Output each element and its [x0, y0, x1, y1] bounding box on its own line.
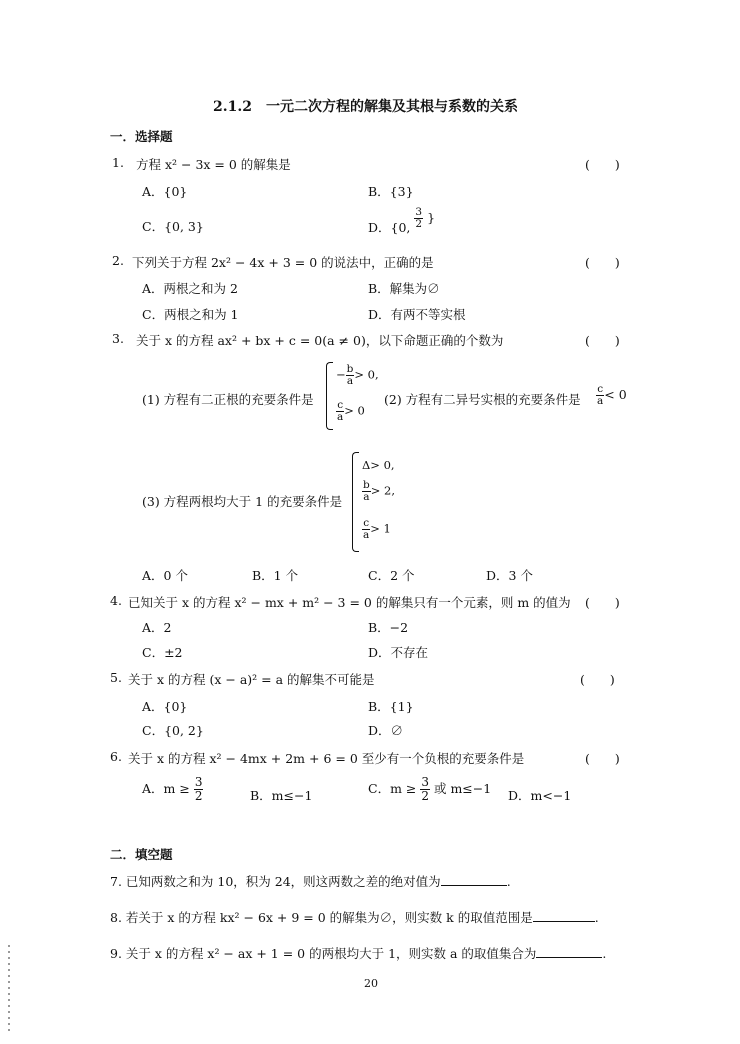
- question-number: 8.: [110, 910, 122, 925]
- option-a: A．0 个: [142, 568, 188, 583]
- system-brace-1: − $\frac{b}{a}$ > 0, $\frac{c}{a}$ > 0: [326, 362, 386, 430]
- option-a: A．2: [142, 620, 172, 635]
- statement-2-condition: $\frac{c}{a}$ < 0: [597, 383, 627, 407]
- option-b: B．1 个: [252, 568, 299, 583]
- question-stem: 下列关于方程 2x² − 4x + 3 = 0 的说法中，正确的是: [132, 255, 434, 270]
- option-b: B．−2: [368, 620, 409, 635]
- system-brace-3: Δ> 0, $\frac{b}{a}$ > 2, $\frac{c}{a}$ > 1: [352, 452, 412, 552]
- question-number: 4.: [110, 593, 122, 608]
- answer-paren: ( ): [585, 595, 620, 610]
- option-c: C．m ≥ $\frac{3}{2}$ 或 m≤−1: [368, 775, 492, 803]
- question-7: 7. 已知两数之和为 10，积为 24，则这两数之差的绝对值为 .: [110, 874, 511, 889]
- question-number: 3.: [112, 331, 124, 346]
- question-8: 8. 若关于 x 的方程 kx² − 6x + 9 = 0 的解集为∅，则实数 k 的取值范围是 .: [110, 910, 599, 925]
- statement-2: (2) 方程有二异号实根的充要条件是: [384, 392, 581, 407]
- statement-3: (3) 方程两根均大于 1 的充要条件是: [142, 494, 343, 509]
- question-stem: 已知两数之和为 10，积为 24，则这两数之差的绝对值为: [125, 874, 441, 889]
- section-choice-heading: 一．选择题: [110, 129, 173, 144]
- option-a: A．两根之和为 2: [142, 281, 238, 296]
- question-stem: 若关于 x 的方程 kx² − 6x + 9 = 0 的解集为∅，则实数 k 的取值范围是: [125, 910, 533, 925]
- option-b: B．{3}: [368, 184, 414, 199]
- question-stem: 已知关于 x 的方程 x² − mx + m² − 3 = 0 的解集只有一个元素，则 m 的值为: [128, 595, 571, 610]
- answer-paren: ( ): [580, 672, 615, 687]
- statement-1: (1) 方程有二正根的充要条件是: [142, 392, 314, 407]
- option-a: A．m ≥ $\frac{3}{2}$: [142, 775, 203, 803]
- question-number: 6.: [110, 749, 122, 764]
- option-a: A．{0}: [142, 184, 188, 199]
- option-c: C．{0, 3}: [142, 219, 204, 234]
- answer-blank[interactable]: [533, 909, 595, 922]
- question-stem: 关于 x 的方程 ax² + bx + c = 0(a ≠ 0)，以下命题正确的个数为: [136, 333, 504, 348]
- option-b: B．解集为∅: [368, 281, 440, 296]
- option-d: D．3 个: [486, 568, 533, 583]
- question-stem: 关于 x 的方程 x² − ax + 1 = 0 的两根均大于 1，则实数 a 的取值集合为: [125, 946, 537, 961]
- question-stem: 方程 x² − 3x = 0 的解集是: [136, 157, 291, 172]
- option-c: C．±2: [142, 645, 183, 660]
- question-stem: 关于 x 的方程 (x − a)² = a 的解集不可能是: [128, 672, 375, 687]
- option-b: B．m≤−1: [250, 788, 313, 803]
- section-fill-heading: 二．填空题: [110, 847, 173, 862]
- option-d: D．m<−1: [508, 788, 572, 803]
- question-number: 7.: [110, 874, 122, 889]
- question-number: 9.: [110, 946, 122, 961]
- option-c: C．两根之和为 1: [142, 307, 239, 322]
- question-number: 2.: [112, 253, 124, 268]
- answer-paren: ( ): [585, 157, 620, 172]
- answer-paren: ( ): [585, 255, 620, 270]
- option-c: C．2 个: [368, 568, 415, 583]
- question-number: 5.: [110, 670, 122, 685]
- option-b: B．{1}: [368, 699, 414, 714]
- option-d: D．有两不等实根: [368, 307, 466, 322]
- page-title: 2.1.2 一元二次方程的解集及其根与系数的关系: [213, 99, 518, 115]
- question-number: 1.: [112, 155, 124, 170]
- option-c: C．{0, 2}: [142, 723, 204, 738]
- answer-blank[interactable]: [441, 873, 507, 886]
- option-a: A．{0}: [142, 699, 188, 714]
- page-number: 20: [364, 977, 378, 990]
- answer-paren: ( ): [585, 751, 620, 766]
- option-d: D．{0, $\frac{3}{2}$ }: [368, 206, 436, 235]
- scan-edge-marks: [8, 945, 10, 1035]
- option-d: D．不存在: [368, 645, 429, 660]
- option-d: D．∅: [368, 723, 404, 738]
- answer-paren: ( ): [585, 333, 620, 348]
- answer-blank[interactable]: [536, 945, 602, 958]
- question-9: 9. 关于 x 的方程 x² − ax + 1 = 0 的两根均大于 1，则实数 a 的取值集合为 .: [110, 946, 607, 961]
- question-stem: 关于 x 的方程 x² − 4mx + 2m + 6 = 0 至少有一个负根的充要条件是: [128, 751, 525, 766]
